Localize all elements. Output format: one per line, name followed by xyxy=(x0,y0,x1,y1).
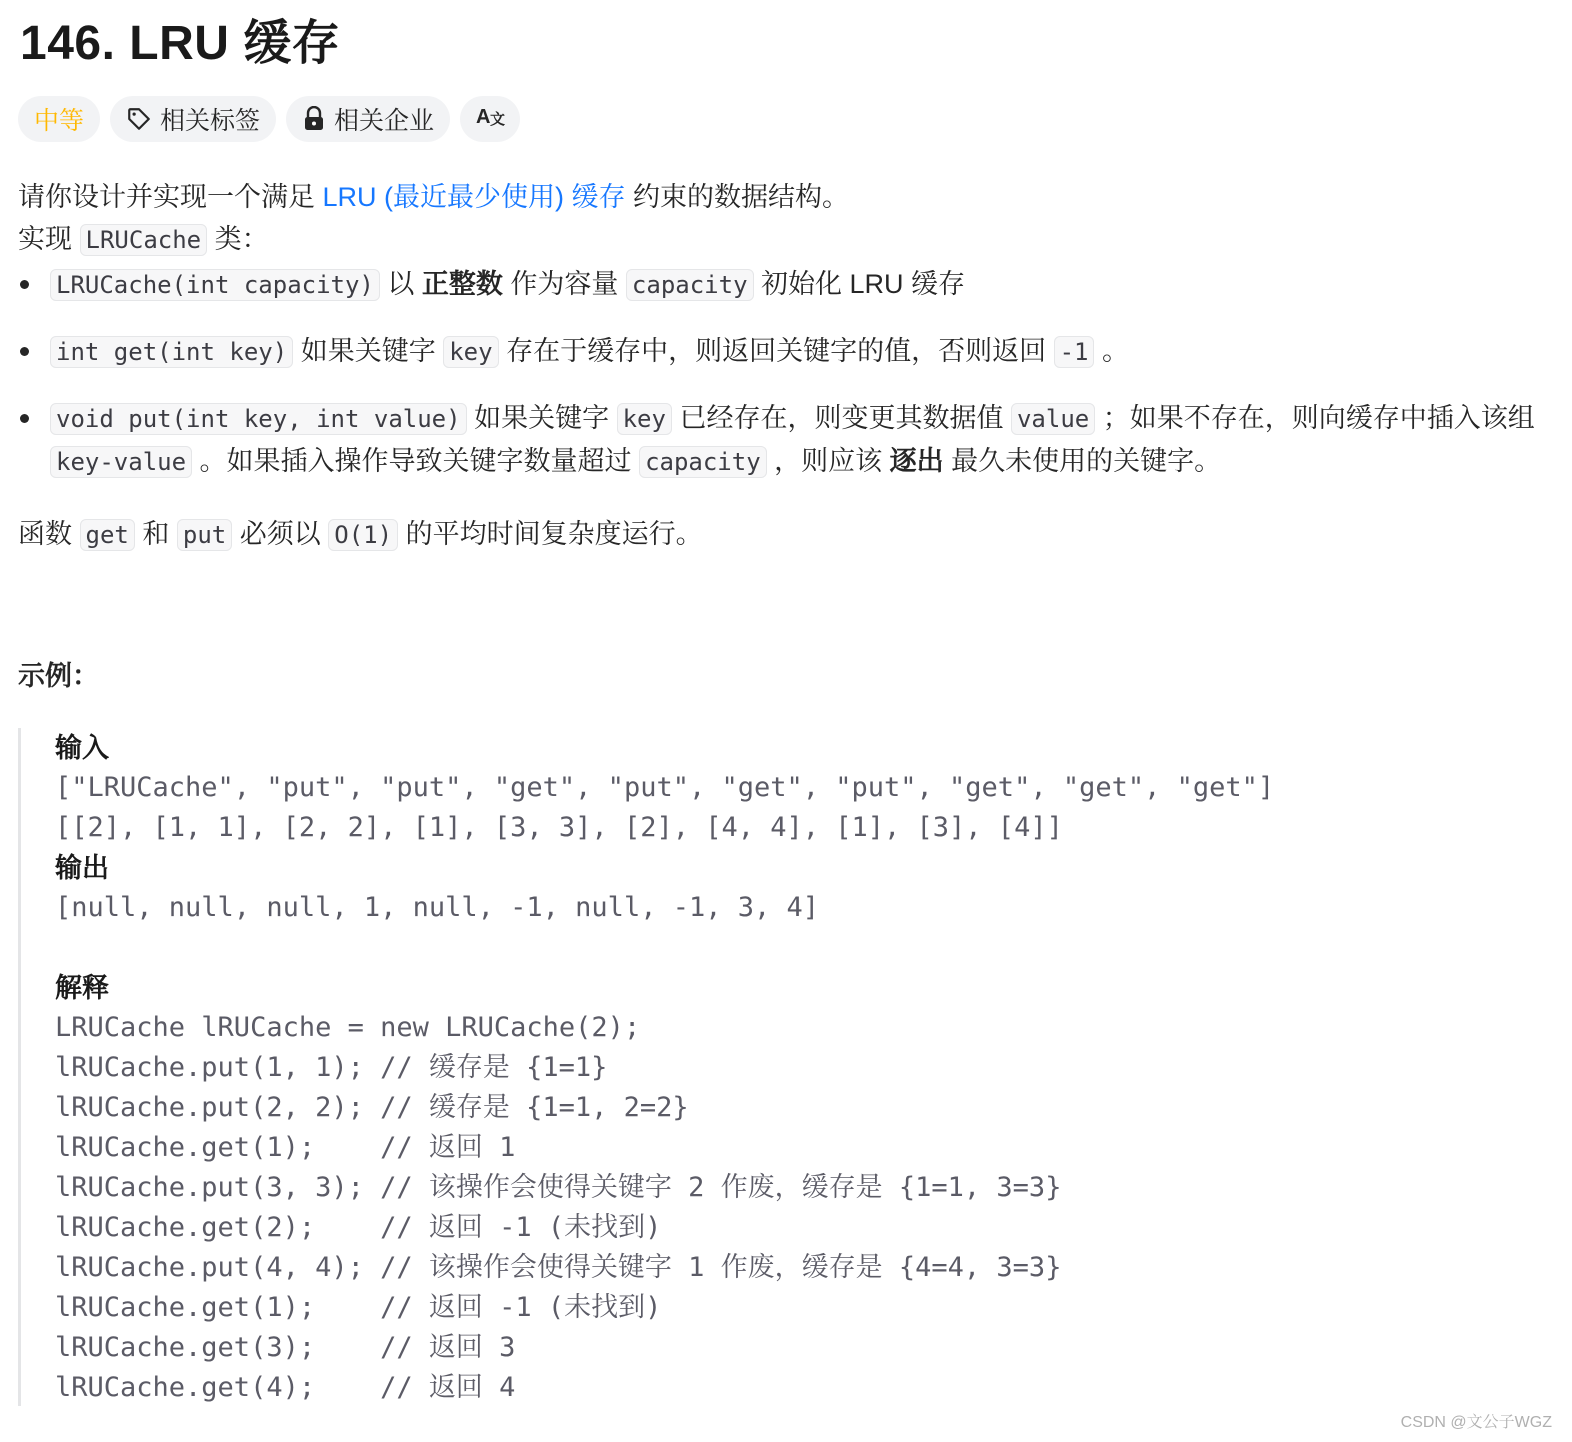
explain-line: lRUCache.put(1, 1); // 缓存是 {1=1} xyxy=(55,1052,608,1083)
explain-line: lRUCache.get(3); // 返回 3 xyxy=(55,1332,516,1363)
explain-line: lRUCache.get(4); // 返回 4 xyxy=(55,1372,516,1403)
related-companies-button[interactable] xyxy=(286,96,450,142)
explain-label: 解释 xyxy=(55,973,109,1003)
description-line-1: 请你设计并实现一个满足 LRU (最近最少使用) 缓存 约束的数据结构。 xyxy=(18,182,850,212)
method-get: int get(int key) 如果关键字 key 存在于缓存中，则返回关键字的值，否则返回 -1 。 xyxy=(18,330,1554,373)
problem-description xyxy=(18,176,1554,556)
lock-icon xyxy=(302,106,326,132)
explain-line: lRUCache.get(1); // 返回 1 xyxy=(55,1132,516,1163)
output-label: 输出 xyxy=(55,853,109,883)
svg-text:A: A xyxy=(476,105,491,128)
inline-code: get xyxy=(80,519,135,551)
related-tags-label: 相关标签 xyxy=(160,107,261,135)
inline-code: key xyxy=(443,336,498,368)
complexity-note: 函数 get 和 put 必须以 O(1) 的平均时间复杂度运行。 xyxy=(18,519,703,549)
explain-line: lRUCache.get(1); // 返回 -1 (未找到) xyxy=(55,1292,662,1323)
watermark: CSDN @文公子WGZ xyxy=(1400,1414,1552,1431)
tag-bar xyxy=(18,96,520,142)
inline-code: key xyxy=(617,403,672,435)
example-heading: 示例： xyxy=(18,661,99,691)
method-put: void put(int key, int value) 如果关键字 key 已经存在，则变更其数据值 value ；如果不存在，则向缓存中插入该组 key-value 。如果插入操作导致关键字数量超过 capacity ，则应该 逐出 最久未使用的关键字。 xyxy=(18,397,1554,483)
inline-code: capacity xyxy=(639,446,767,478)
description-line-2: 实现 LRUCache 类： xyxy=(18,224,269,254)
lru-wiki-link[interactable]: LRU (最近最少使用) 缓存 xyxy=(322,182,626,212)
explain-line: lRUCache.put(3, 3); // 该操作会使得关键字 2 作废，缓存是 {1=1, 3=3} xyxy=(55,1172,1062,1203)
difficulty-badge[interactable]: 中等 xyxy=(18,96,100,142)
inline-code: -1 xyxy=(1054,336,1095,368)
example-block xyxy=(18,728,1518,1406)
inline-code: LRUCache(int capacity) xyxy=(50,269,380,301)
method-list xyxy=(18,263,1554,483)
output-line: [null, null, null, 1, null, -1, null, -1, 3, 4] xyxy=(55,892,820,923)
explain-line: LRUCache lRUCache = new LRUCache(2); xyxy=(55,1012,641,1043)
explain-line: lRUCache.get(2); // 返回 -1 (未找到) xyxy=(55,1212,662,1243)
inline-code: value xyxy=(1011,403,1095,435)
inline-code: capacity xyxy=(626,269,754,301)
related-tags-button[interactable] xyxy=(110,96,276,142)
method-constructor: LRUCache(int capacity) 以 正整数 作为容量 capacity 初始化 LRU 缓存 xyxy=(18,263,1554,306)
related-companies-label: 相关企业 xyxy=(334,107,435,135)
inline-code: void put(int key, int value) xyxy=(50,403,467,435)
inline-code: O(1) xyxy=(328,519,398,551)
translate-icon xyxy=(475,103,505,136)
input-line-1: ["LRUCache", "put", "put", "get", "put", "get", "put", "get", "get", "get"] xyxy=(55,772,1275,803)
spacer xyxy=(55,928,1518,968)
svg-text:文: 文 xyxy=(490,110,506,128)
page-title: 146. LRU 缓存 xyxy=(20,17,341,70)
translate-button[interactable] xyxy=(460,96,520,142)
inline-code: int get(int key) xyxy=(50,336,293,368)
tag-icon xyxy=(126,106,152,132)
input-line-2: [[2], [1, 1], [2, 2], [1], [3, 3], [2], [4, 4], [1], [3], [4]] xyxy=(55,812,1063,843)
explain-line: lRUCache.put(4, 4); // 该操作会使得关键字 1 作废，缓存是 {4=4, 3=3} xyxy=(55,1252,1062,1283)
inline-code: put xyxy=(177,519,232,551)
inline-code: LRUCache xyxy=(80,224,208,256)
input-label: 输入 xyxy=(55,733,109,763)
explain-line: lRUCache.put(2, 2); // 缓存是 {1=1, 2=2} xyxy=(55,1092,689,1123)
inline-code: key-value xyxy=(50,446,192,478)
